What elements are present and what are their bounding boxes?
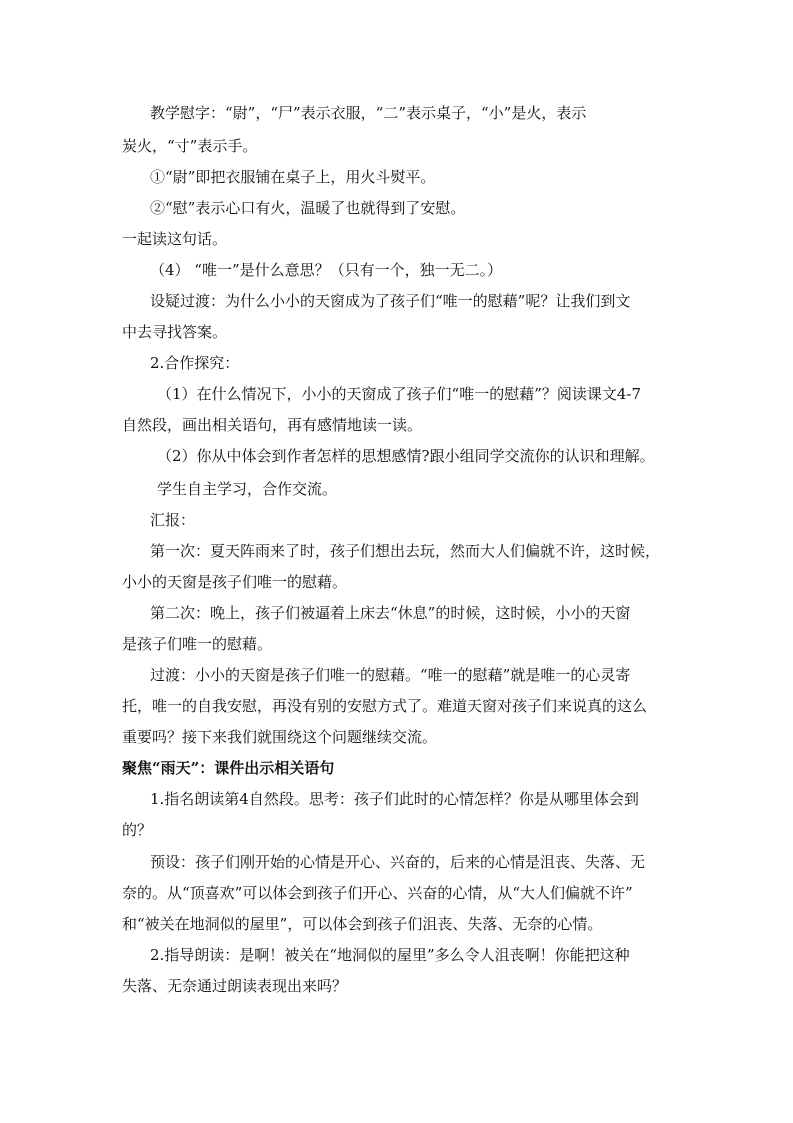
text-line: 第一次：夏天阵雨来了时，孩子们想出去玩，然而大人们偏就不许，这时候， — [150, 542, 661, 560]
text-line: 重要吗？接下来我们就围绕这个问题继续交流。 — [122, 728, 438, 746]
text-line: 2.指导朗读：是啊！被关在“地洞似的屋里”多么令人沮丧啊！你能把这种 — [150, 946, 630, 964]
section-heading: 聚焦“雨天”：课件出示相关语句 — [122, 759, 335, 777]
text-line: 的？ — [122, 821, 153, 839]
text-line: 过渡：小小的天窗是孩子们唯一的慰藉。“唯一的慰藉”就是唯一的心灵寄 — [150, 666, 631, 684]
text-line: 中去寻找答案。 — [122, 323, 228, 341]
text-line: 设疑过渡：为什么小小的天窗成为了孩子们“唯一的慰藉”呢？让我们到文 — [150, 292, 631, 310]
text-line: ②“慰”表示心口有火，温暖了也就得到了安慰。 — [150, 199, 466, 217]
text-line: 托，唯一的自我安慰，再没有别的安慰方式了。难道天窗对孩子们来说真的这么 — [122, 697, 648, 715]
text-line: （2）你从中体会到作者怎样的思想感情?跟小组同学交流你的认识和理解。 — [157, 447, 655, 465]
text-line: 1.指名朗读第4自然段。思考：孩子们此时的心情怎样？你是从哪里体会到 — [150, 790, 639, 808]
text-line: 炭火，“寸”表示手。 — [122, 137, 258, 155]
text-line: 学生自主学习，合作交流。 — [157, 480, 338, 498]
text-line: 汇报： — [150, 511, 196, 529]
text-line: 一起读这句话。 — [122, 230, 228, 248]
text-line: 预设：孩子们刚开始的心情是开心、兴奋的，后来的心情是沮丧、失落、无 — [150, 853, 646, 871]
text-line: 第二次：晚上，孩子们被逼着上床去“休息”的时候，这时候，小小的天窗 — [150, 604, 631, 622]
text-line: 小小的天窗是孩子们唯一的慰藉。 — [122, 573, 348, 591]
text-line: 失落、无奈通过朗读表现出来吗？ — [122, 977, 348, 995]
text-line: 奈的。从“顶喜欢”可以体会到孩子们开心、兴奋的心情，从“大人们偏就不许” — [122, 884, 633, 902]
text-line: 是孩子们唯一的慰藉。 — [122, 635, 273, 653]
text-line: 教学慰字：“尉”，“尸”表示衣服，“二”表示桌子，“小”是火，表示 — [150, 104, 587, 122]
text-line: 2.合作探究： — [150, 354, 240, 372]
text-line: ①“尉”即把衣服铺在桌子上，用火斗熨平。 — [150, 168, 436, 186]
text-line: 和“被关在地洞似的屋里”，可以体会到孩子们沮丧、失落、无奈的心情。 — [122, 915, 603, 933]
text-line: 自然段，画出相关语句，再有感情地读一读。 — [122, 416, 423, 434]
text-line: （1）在什么情况下，小小的天窗成了孩子们“唯一的慰藉”？阅读课文4-7 — [157, 385, 642, 403]
text-line: （4） “唯一”是什么意思？（只有一个，独一无二。） — [150, 261, 503, 279]
